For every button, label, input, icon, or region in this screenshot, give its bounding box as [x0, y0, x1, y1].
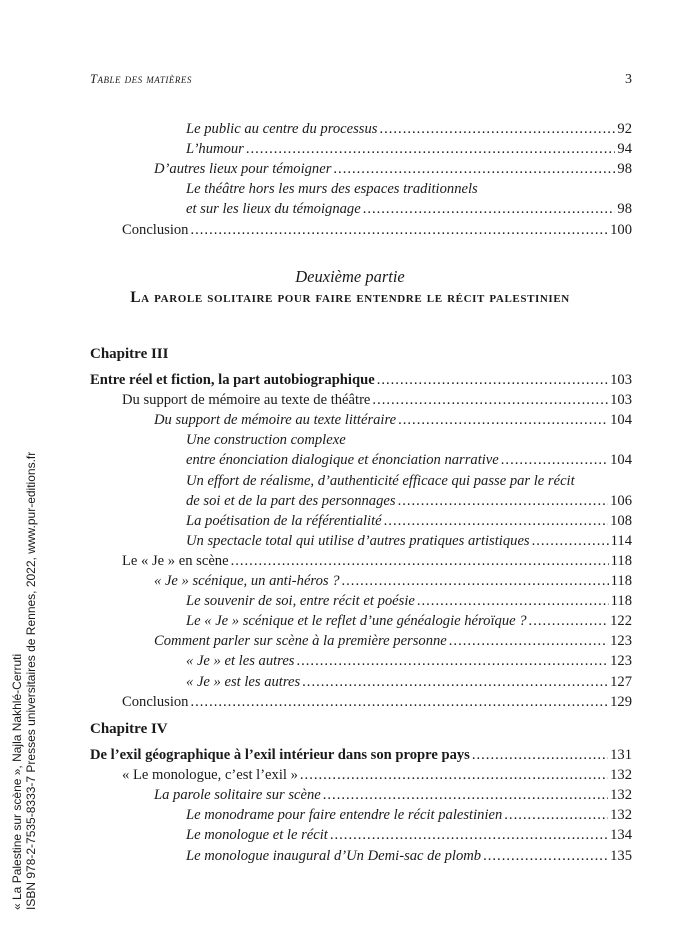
toc-entry: [186, 511, 632, 531]
toc-entry: Une construction complexe: [186, 432, 346, 449]
toc-entry-page: 132: [610, 787, 632, 804]
toc-entry: [154, 785, 632, 805]
toc-entry-title: entre énonciation dialogique et énonciation narrative: [186, 452, 499, 469]
running-header: [90, 72, 632, 92]
toc-entry: [122, 551, 632, 571]
toc-entry-title: Conclusion: [122, 221, 189, 238]
toc-entry: [186, 672, 632, 692]
dot-leader: [323, 785, 608, 805]
toc-entry-title: Du support de mémoire au texte littéraire: [154, 412, 397, 429]
side-note-line-2: ISBN 978-2-7535-8333-7 Presses universitaires de Rennes, 2022, www.pur-editions.fr: [24, 451, 38, 910]
dot-leader: [472, 745, 608, 765]
toc-entry-page: 118: [610, 573, 632, 589]
toc-entry-title: Comment parler sur scène à la première personne: [154, 633, 447, 650]
dot-leader: [231, 551, 609, 571]
toc-entry: [186, 611, 632, 631]
toc-entry-page: 103: [610, 372, 632, 388]
dot-leader: [377, 370, 608, 390]
toc-entry-page: 118: [610, 593, 632, 610]
toc-entry-page: 106: [610, 492, 632, 509]
part-title: Deuxième partie: [295, 267, 405, 286]
dot-leader: [384, 511, 608, 531]
toc-entry-page: 123: [610, 633, 632, 650]
toc-entry: [154, 410, 632, 430]
toc-entry: [186, 651, 632, 671]
toc-entry-title: « Le monologue, c’est l’exil »: [122, 767, 298, 784]
toc-entry: [154, 631, 632, 651]
dot-leader: [504, 805, 608, 825]
running-header-title: Table des matières: [90, 72, 192, 86]
toc-entry-title: La poétisation de la référentialité: [186, 512, 382, 529]
toc-entry-title: De l’exil géographique à l’exil intérieur dans son propre pays: [90, 747, 470, 763]
toc-entry: [186, 491, 632, 511]
toc-entry-page: 132: [610, 767, 632, 784]
toc-entry-title: L’humour: [186, 141, 244, 158]
dot-leader: [398, 491, 609, 511]
toc-entry: [154, 159, 632, 179]
toc-entry: Le théâtre hors les murs des espaces traditionnels: [186, 181, 478, 198]
toc-entry-page: 129: [610, 693, 632, 710]
dot-leader: [398, 410, 608, 430]
toc-entry: [186, 450, 632, 470]
dot-leader: [190, 692, 608, 712]
toc-entry-title: Un spectacle total qui utilise d’autres pratiques artistiques: [186, 532, 530, 549]
toc-entry-title: Entre réel et fiction, la part autobiographique: [90, 372, 375, 388]
toc-entry-title: Le monologue et le récit: [186, 827, 328, 844]
toc-entry-title: Le « Je » en scène: [122, 552, 229, 569]
toc-entry-page: 135: [610, 847, 632, 864]
toc-entry-page: 114: [610, 532, 632, 549]
toc-entry-page: 104: [610, 412, 632, 429]
toc-entry-title: « Je » et les autres: [186, 653, 295, 670]
toc-entry-page: 104: [610, 452, 632, 469]
toc-entry-title: « Je » scénique, un anti-héros ?: [154, 573, 340, 589]
toc-entry: [154, 571, 632, 591]
chapter-3-heading: Chapitre III: [90, 346, 169, 362]
toc-entry-page: 92: [617, 121, 632, 137]
dot-leader: [363, 199, 616, 219]
toc-entry: [90, 370, 632, 390]
dot-leader: [501, 450, 608, 470]
toc-entry-title: de soi et de la part des personnages: [186, 492, 396, 509]
toc-entry: [122, 765, 632, 785]
toc-entry-title: La parole solitaire sur scène: [154, 787, 321, 804]
toc-entry-title: et sur les lieux du témoignage: [186, 201, 361, 218]
toc-entry-title: Le monodrame pour faire entendre le récit palestinien: [186, 807, 503, 824]
dot-leader: [246, 139, 616, 159]
toc-entry-page: 108: [610, 512, 632, 529]
toc-entry: [122, 220, 632, 240]
toc-entry-page: 100: [610, 221, 632, 238]
toc-entry-page: 134: [610, 827, 632, 844]
toc-entry-title: Du support de mémoire au texte de théâtre: [122, 392, 371, 409]
toc-entry-title: D’autres lieux pour témoigner: [154, 161, 332, 178]
dot-leader: [342, 571, 609, 591]
toc-entry: [122, 692, 632, 712]
toc-entry: [186, 119, 632, 139]
toc-entry-title: Le monologue inaugural d’Un Demi-sac de plomb: [186, 847, 482, 864]
toc-entry: [186, 846, 632, 866]
dot-leader: [379, 119, 615, 139]
toc-entry-title: Le public au centre du processus: [186, 121, 378, 137]
toc-entry: [186, 139, 632, 159]
toc-entry-title: Conclusion: [122, 693, 189, 710]
toc-entry-page: 123: [610, 653, 632, 670]
dot-leader: [333, 159, 615, 179]
dot-leader: [296, 651, 608, 671]
dot-leader: [449, 631, 608, 651]
toc-entry-title: « Je » est les autres: [186, 673, 301, 690]
dot-leader: [330, 825, 608, 845]
toc-entry: [186, 825, 632, 845]
dot-leader: [190, 220, 608, 240]
dot-leader: [302, 672, 608, 692]
toc-entry-page: 118: [610, 552, 632, 569]
part-subtitle: La parole solitaire pour faire entendre le récit palestinien: [130, 289, 570, 306]
dot-leader: [300, 765, 608, 785]
chapter-4-heading: Chapitre IV: [90, 721, 168, 737]
toc-entry-page: 98: [617, 201, 632, 218]
toc-entry: Un effort de réalisme, d’authenticité efficace qui passe par le récit: [186, 472, 575, 489]
dot-leader: [417, 591, 609, 611]
toc-entry-title: Le « Je » scénique et le reflet d’une généalogie héroïque ?: [186, 613, 527, 630]
toc-entry-page: 122: [610, 613, 632, 630]
dot-leader: [529, 611, 609, 631]
toc-entry: [186, 591, 632, 611]
page-number: 3: [625, 72, 632, 87]
toc-entry: [186, 199, 632, 219]
toc-entry: [186, 531, 632, 551]
toc-entry-page: 132: [610, 807, 632, 824]
toc-entry-title: Le souvenir de soi, entre récit et poésie: [186, 593, 415, 610]
toc-entry: [122, 390, 632, 410]
copyright-side-note: [10, 430, 38, 910]
toc-entry-page: 98: [617, 161, 632, 178]
toc-entry-page: 131: [610, 747, 632, 763]
side-note-line-1: « La Palestine sur scène », Najla Nakhlé-Cerruti: [10, 653, 24, 910]
dot-leader: [483, 846, 608, 866]
toc-entry-page: 94: [617, 141, 632, 158]
toc-entry-page: 103: [610, 392, 632, 409]
dot-leader: [532, 531, 609, 551]
dot-leader: [372, 390, 608, 410]
toc-entry: [186, 805, 632, 825]
toc-entry-page: 127: [610, 673, 632, 690]
toc-entry: [90, 745, 632, 765]
